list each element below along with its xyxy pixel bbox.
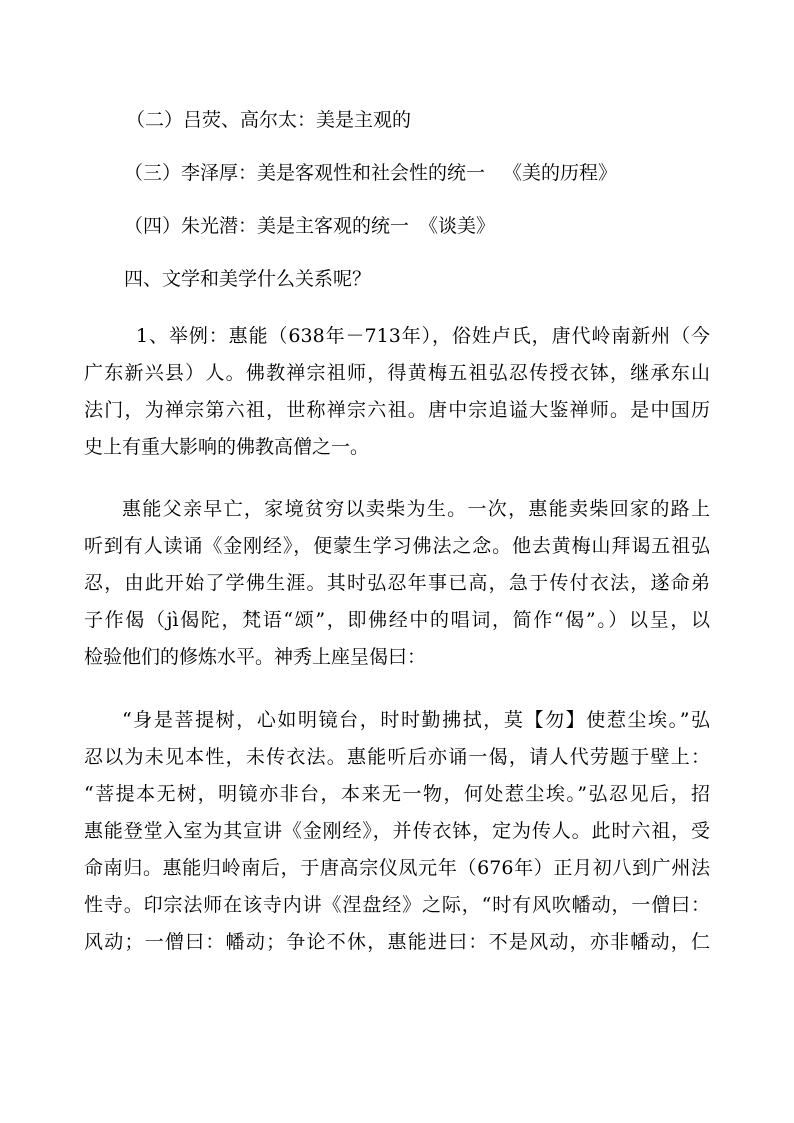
heading-3-book: 《美的历程》 (503, 162, 618, 184)
paragraph-line: 命南归。惠能归岭南后，于唐高宗仪凤元年（676年）正月初八到广州法 (84, 857, 710, 879)
paragraph-line: 史上有重大影响的佛教高僧之一。 (84, 436, 370, 458)
heading-4-book: 《谈美》 (419, 215, 496, 237)
heading-4-title: （四）朱光潜：美是主客观的统一 (124, 215, 410, 237)
paragraph-line: 法门，为禅宗第六祖，世称禅宗六祖。唐中宗追谥大鉴禅师。是中国历 (84, 399, 710, 421)
paragraph-line: 惠能父亲早亡，家境贫穷以卖柴为生。一次，惠能卖柴回家的路上 (122, 498, 710, 520)
paragraph-line: 检验他们的修炼水平。神秀上座呈偈曰： (84, 646, 427, 668)
paragraph-line: 忍以为未见本性，未传衣法。惠能听后亦诵一偈，请人代劳题于壁上： (84, 746, 710, 768)
paragraph-line: 性寺。印宗法师在该寺内讲《涅盘经》之际，“时有风吹幡动，一僧曰： (84, 894, 710, 916)
heading-3-title: （三）李泽厚：美是客观性和社会性的统一 (124, 162, 486, 184)
paragraph-line: 风动；一僧曰：幡动；争论不休，惠能进曰：不是风动，亦非幡动，仁 (84, 931, 710, 953)
heading-2: （二）吕荧、高尔太：美是主观的 (126, 109, 412, 131)
paragraph-line: “菩提本无树，明镜亦非台，本来无一物，何处惹尘埃。”弘忍见后，招 (84, 783, 710, 805)
paragraph-line: “身是菩提树，心如明镜台，时时勤拂拭，莫【勿】使惹尘埃。”弘 (122, 709, 710, 731)
paragraph-line: 惠能登堂入室为其宣讲《金刚经》，并传衣钵，定为传人。此时六祖，受 (84, 820, 710, 842)
section-heading-4: 四、文学和美学什么关系呢？ (124, 268, 372, 290)
heading-4 (124, 214, 495, 238)
paragraph-line: 子作偈（jì偈陀，梵语“颂”，即佛经中的唱词，简作“偈”。）以呈，以 (84, 609, 710, 631)
paragraph-line: 1、举例：惠能（638年－713年），俗姓卢氏，唐代岭南新州（今 (136, 325, 710, 347)
paragraph-line: 广东新兴县）人。佛教禅宗祖师，得黄梅五祖弘忍传授衣钵，继承东山 (84, 362, 710, 384)
paragraph-line: 忍，由此开始了学佛生涯。其时弘忍年事已高，急于传付衣法，遂命弟 (84, 572, 710, 594)
heading-3 (124, 161, 617, 185)
paragraph-line: 听到有人读诵《金刚经》，便蒙生学习佛法之念。他去黄梅山拜谒五祖弘 (84, 535, 710, 557)
